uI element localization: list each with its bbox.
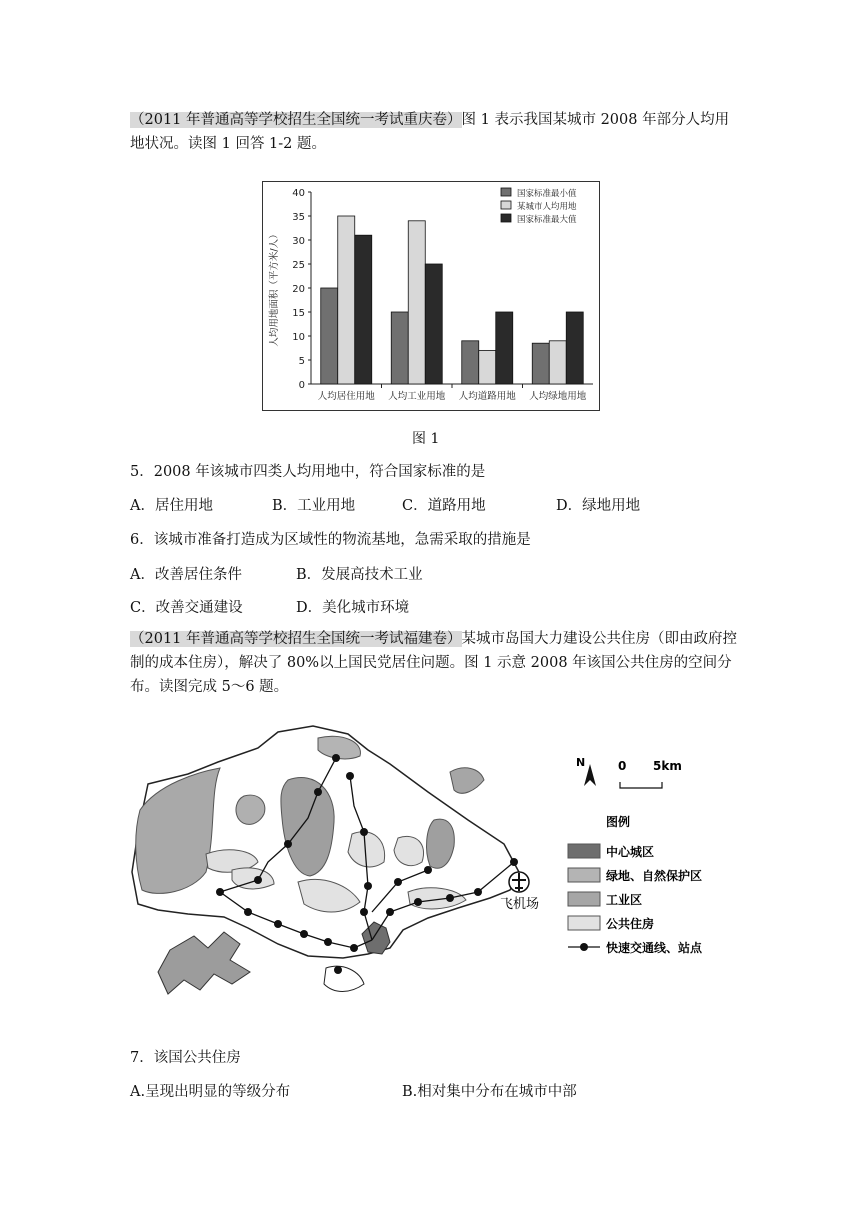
- q5-option-a: A．居住用地: [130, 498, 213, 514]
- y-tick-label-20: 20: [292, 284, 305, 295]
- north-arrow-icon: [584, 764, 596, 786]
- intro-paragraph-1: [130, 108, 740, 156]
- bar-4-1: [532, 343, 549, 384]
- q7-option-b: B.相对集中分布在城市中部: [402, 1084, 577, 1100]
- chart-caption: 图 1: [412, 431, 440, 447]
- bar-1-1: [321, 288, 338, 384]
- scale-label: 5km: [653, 759, 682, 773]
- q7-option-a: A.呈现出明显的等级分布: [130, 1084, 291, 1100]
- q5-option-b: B．工业用地: [272, 498, 356, 514]
- map-legend: [568, 844, 703, 955]
- y-axis-label: 人均用地面积（平方米/人）: [269, 229, 280, 347]
- question-5-stem: 5．2008 年该城市四类人均用地中，符合国家标准的是: [130, 464, 486, 480]
- south-island: [324, 966, 364, 991]
- map-legend-label-4: 公共住房: [606, 917, 655, 931]
- map-legend-swatch-2: [568, 868, 600, 882]
- bar-2-3: [425, 264, 442, 384]
- island-map: [128, 722, 748, 1022]
- bar-2-2: [408, 221, 425, 384]
- bar-3-2: [479, 350, 496, 384]
- map-legend-label-5: 快速交通线、站点: [606, 941, 703, 955]
- map-legend-label-3: 工业区: [606, 893, 643, 907]
- q6-option-a: A．改善居住条件: [130, 567, 242, 583]
- legend-swatch-1: [501, 188, 511, 196]
- intro-text: 图 1 表示我国某城市 2008 年部分人均用地状况。读图 1 回答 1-2 题。: [130, 112, 730, 152]
- intro-paragraph-2: [130, 627, 740, 699]
- legend-swatch-2: [501, 201, 511, 209]
- y-tick-label-35: 35: [292, 212, 305, 223]
- bar-2-1: [391, 312, 408, 384]
- map-legend-label-2: 绿地、自然保护区: [606, 869, 703, 883]
- island-northeast: [450, 768, 484, 793]
- y-tick-label-40: 40: [292, 188, 305, 199]
- bar-chart-svg: [263, 182, 599, 410]
- q5-option-c: C．道路用地: [402, 498, 486, 514]
- island-map-svg: [128, 722, 748, 1022]
- legend-label-3: 国家标准最大值: [517, 215, 577, 225]
- source-tag: （2011 年普通高等学校招生全国统一考试重庆卷）: [130, 112, 462, 128]
- map-legend-station-dot: [580, 943, 588, 951]
- x-tick-label-3: 人均道路用地: [458, 391, 516, 402]
- legend-swatch-3: [501, 214, 511, 222]
- industrial-southwest: [158, 932, 250, 994]
- bar-1-3: [355, 235, 372, 384]
- map-legend-swatch-1: [568, 844, 600, 858]
- bar-1-2: [338, 216, 355, 384]
- map-legend-label-1: 中心城区: [606, 845, 655, 859]
- bar-4-2: [549, 341, 566, 384]
- legend-title: 图例: [606, 815, 631, 829]
- q5-option-d: D．绿地用地: [556, 498, 641, 514]
- legend-label-2: 某城市人均用地: [517, 202, 577, 212]
- q6-option-c: C．改善交通建设: [130, 600, 243, 616]
- question-7-stem: 7．该国公共住房: [130, 1050, 241, 1066]
- north-label: N: [576, 756, 586, 769]
- map-legend-swatch-3: [568, 892, 600, 906]
- q6-option-b: B．发展高技术工业: [296, 567, 423, 583]
- x-tick-label-4: 人均绿地用地: [529, 391, 587, 402]
- q6-option-d: D．美化城市环境: [296, 600, 410, 616]
- map-legend-swatch-4: [568, 916, 600, 930]
- y-tick-label-30: 30: [292, 236, 305, 247]
- question-6-stem: 6．该城市准备打造成为区域性的物流基地，急需采取的措施是: [130, 532, 531, 548]
- airport-icon: [509, 872, 529, 892]
- y-tick-label-15: 15: [292, 308, 305, 319]
- y-tick-label-5: 5: [298, 356, 305, 367]
- x-tick-label-1: 人均居住用地: [317, 391, 375, 402]
- source-tag-2: （2011 年普通高等学校招生全国统一考试福建卷）: [130, 631, 462, 647]
- bar-chart: [262, 181, 600, 411]
- y-tick-label-25: 25: [292, 260, 305, 271]
- x-tick-label-2: 人均工业用地: [388, 391, 446, 402]
- airport-label: 飞机场: [500, 897, 540, 912]
- y-tick-label-10: 10: [292, 332, 305, 343]
- bar-3-3: [496, 312, 513, 384]
- scale-zero: 0: [618, 759, 627, 773]
- intro-text-2: 某城市岛国大力建设公共住房（即由政府控制的成本住房），解决了 80%以上国民党居住问题。图 1 示意 2008 年该国公共住房的空间分布。读图完成 5～6 题。: [130, 631, 738, 695]
- legend-label-1: 国家标准最小值: [517, 189, 577, 199]
- bar-3-1: [462, 341, 479, 384]
- scale-bar: [620, 782, 662, 788]
- y-tick-label-0: 0: [298, 380, 305, 391]
- bar-4-3: [566, 312, 583, 384]
